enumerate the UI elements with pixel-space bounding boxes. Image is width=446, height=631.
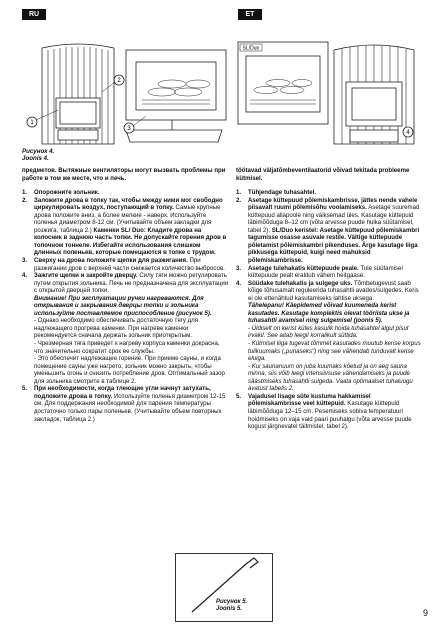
ru-step-5: 5. При необходимости, когда тлеющие угли начнут затухать, подложите дрова в топку. Используйте поленья диаметром 12-15 см. Для поддержания необходимой для парения температуры достаточно только пары поленьев. (Учитывайте объем повторных закладок, таблица 2.)	[22, 385, 226, 423]
figure-4-stove-illustration	[22, 40, 230, 150]
ru-step-4: 4. Зажгите щепки и закройте дверцу. Силу тяги можно регулировать путем открытия зольника. Печь не предназначена для эксплуатации с открытой дверцей топки. Внимание! При эксплуатации ручки нагреваются. Для открывания и закрывания дверцы топки и зольника используйте поставляемое приспособление (рисунок 5). - Однако необходимо обеспечивать достаточную тягу для надлежащего прогрева каменки. При нагреве каменки рекомендуется сначала держать зольник приоткрытым. - Чрезмерная тяга приведет к нагреву корпуса каменки докрасна, что значительно сократит срок ее службы. - Это обеспечит надлежащее горение. При приеме сауны, и когда помещение сауны уже нагрето, зольник можно закрыть, чтобы уменьшить огонь и снизить потребление дров. Оптимальный зазор для зольника смотрите в таблице 2.	[22, 272, 229, 385]
lang-tab-et: ET	[238, 9, 262, 20]
et-step-1: 1. Tühjendage tuhasahtel.	[236, 189, 317, 197]
et-step-5: 5. Vajadusel lisage süte kustuma hakkamisel põlemiskambrisse veel küttepuid. Kasutage küttepuid läbimõõduga 12–15 cm. Pesemiseks sobiva temperatuuri hoidmiseks on vaja vaid paari puuhalgu (võta arvesse puude kogust järgnevatel täitmistel, tabel 2).	[236, 392, 412, 431]
figure-5-caption-ru: Рисунок 5.	[216, 598, 248, 605]
page-number: 9	[422, 608, 428, 618]
ru-intro: предметов. Вытяжные вентиляторы могут вызвать проблемы при работе в том же месте, что и печь.	[22, 167, 226, 182]
figure-4-caption-et: Joonis 4.	[22, 155, 49, 163]
column-ru	[22, 167, 229, 423]
sl-duo-badge: SL/Duo	[242, 45, 260, 52]
callout-3: 3	[127, 126, 131, 133]
et-step-3: 3. Asetage tulehakatis küttepuude peale. Tule süütamisel küttepuude pealt eraldub vähem heitgaase.	[236, 264, 403, 280]
ru-step-1: 1. Опорожните зольник.	[22, 189, 100, 197]
figure-5-box	[175, 553, 273, 622]
et-step-4: 4. Süüdake tulehakatis ja sulgege uks. Tõmbetugevust saab kõige tõhusamalt reguleerida tuhasahtli avades/sulgedes. Keris ei ole ettenähtud kasutamiseks lahtise uksega. Tähelepanu! Käepidemed võivad kuumeneda kerist kasutades. Kasutage komplektis olevat tööriista ukse ja tuhasahtli avamisel ning sulgemisel (joonis 5). - Üldiselt on kerist kütes kasulik hoida tuhasahtel algul pisut irvakil. See aitab leegil korralikult süttida. - Kütmisel liiga tugevat tõmmet kasutades muutub kerise korpus tulikuumaks („punaseks") ning see vähendab tunduvalt kerise eluiga. - Kui saunanuum on juba kuumaks köetud ja on aeg sauna minna, siis võib leegi intensiivsuse vähendamiseks ja puude säästmiseks tuhasahtli sulgeda. Vaata optimaalset tuhaluugu avatust tabelis 2.	[236, 279, 421, 393]
et-intro: töötavad väljatõmbeventilaatorid võivad tekitada probleeme kütmisel.	[236, 167, 410, 182]
callout-1: 1	[30, 120, 34, 127]
column-et	[236, 167, 422, 431]
callout-2: 2	[117, 78, 121, 85]
ru-step-3: 3. Сверху на дрова положите щепки для разжигания. При разжигании дров с верхней части снижается количество выбросов.	[22, 257, 225, 272]
callout-4: 4	[406, 130, 410, 137]
ru-step-2: 2. Заложите дрова в топку так, чтобы между ними мог свободно циркулировать воздух, поступающий в топку. Самые крупные дрова положите вниз, а более мелкие - наверх. Используйте поленья диаметром 8-12 см. (Учитывайте объем закладки для розжига, таблица 2.) Каменки SL/ Duo: Кладите дрова на колосник в заднюю часть топки. Не допускайте горения дров в топочном тоннеле. Избегайте использования слишком длинных поленьев, которые помещаются в топке с трудом.	[22, 196, 227, 257]
lang-tab-ru: RU	[22, 9, 46, 20]
et-step-2: 2. Asetage küttepuud põlemiskambrisse, jättes nende vahele piisavalt ruumi põlemisõhu voolamiseks. Asetage suuremad küttepuud allapoole ning väiksemad üles. Kasutage küttepuid läbimõõduga 8–12 cm (võta arvesse puude hulka süütamisel, tabel 2). SL/Duo keristel: Asetage küttepuud põlemiskambri tagumisse osasse asuvale restile. Vältige küttepuude põletamist põlemiskambri pikenduses. Ärge kasutage liiga pikkusega küttepuid, kuigi need mahuksid põlemiskambrisse.	[236, 196, 420, 265]
figure-5-caption	[216, 599, 247, 613]
figure-4-sl-duo-illustration	[236, 40, 422, 150]
figure-5-caption-et: Joonis 5.	[216, 605, 243, 612]
figure-4-caption-ru: Рисунок 4.	[22, 148, 55, 155]
figure-4-caption	[22, 148, 54, 163]
